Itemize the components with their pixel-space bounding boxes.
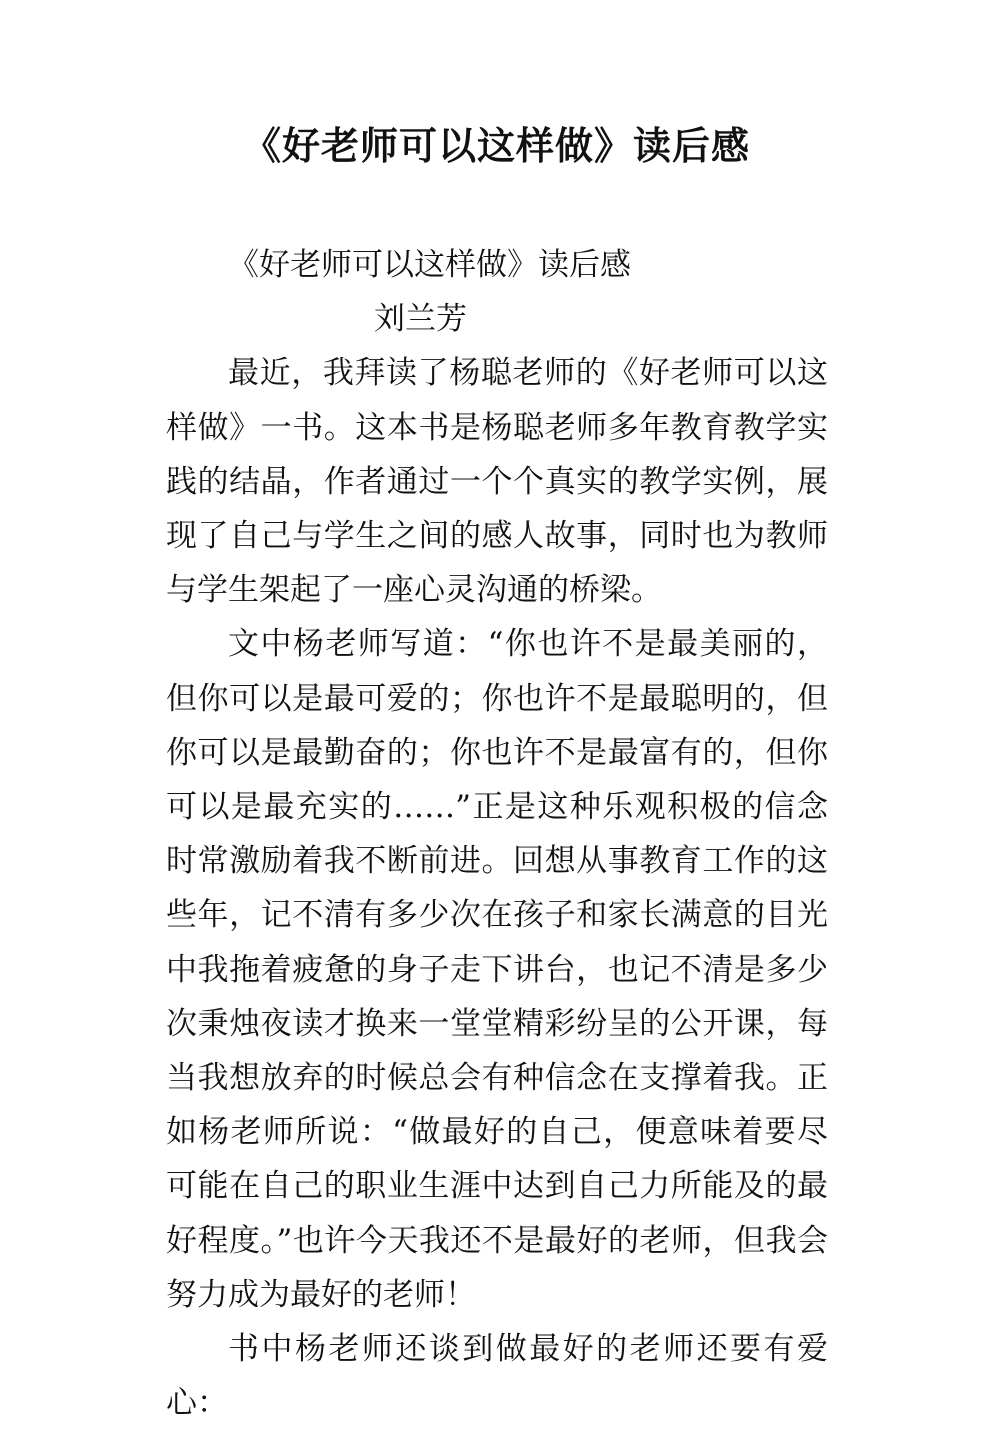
- document-title: 《好老师可以这样做》读后感: [242, 124, 750, 168]
- essay-subtitle: 《好老师可以这样做》读后感: [228, 247, 631, 283]
- document-body: [166, 238, 828, 1430]
- author-name: 刘兰芳: [374, 301, 467, 338]
- paragraph-2: 文中杨老师写道：“你也许不是最美丽的，但你可以是最可爱的；你也许不是最聪明的，但你可以是最勤奋的；你也许不是最富有的，但你可以是最充实的……”正是这种乐观积极的信念时常激励着我不断前进。回想从事教育工作的这些年，记不清有多少次在孩子和家长满意的目光中我拖着疲惫的身子走下讲台，也记不清是多少次秉烛夜读才换来一堂堂精彩纷呈的公开课，每当我想放弃的时候总会有种信念在支撑着我。正如杨老师所说：“做最好的自己，便意味着要尽可能在自己的职业生涯中达到自己力所能及的最好程度。”也许今天我还不是最好的老师，但我会努力成为最好的老师！: [166, 626, 828, 1313]
- paragraph-3: 书中杨老师还谈到做最好的老师还要有爱心：: [166, 1331, 828, 1422]
- paragraph-1: 最近，我拜读了杨聪老师的《好老师可以这样做》一书。这本书是杨聪老师多年教育教学实践的结晶，作者通过一个个真实的教学实例，展现了自己与学生之间的感人故事，同时也为教师与学生架起了一座心灵沟通的桥梁。: [166, 355, 828, 609]
